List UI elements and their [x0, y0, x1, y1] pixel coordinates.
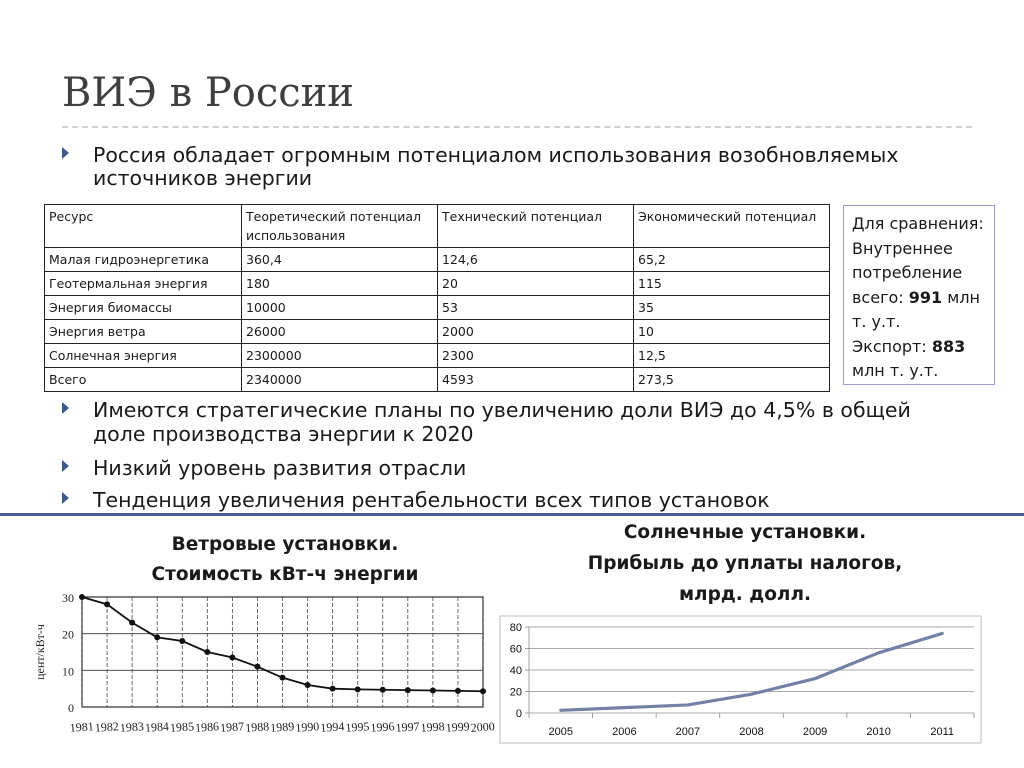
table-cell: 35: [634, 296, 830, 320]
wind-x-tick-label: 1998: [420, 719, 446, 735]
solar-chart-title-line3: млрд. долл.: [678, 584, 812, 605]
wind-x-tick-label: 1983: [119, 719, 145, 735]
wind-x-tick-label: 1984: [144, 719, 170, 735]
table-row: [45, 272, 830, 296]
wind-data-point: [179, 638, 185, 644]
table-cell: Энергия биомассы: [45, 296, 242, 320]
wind-y-tick-label: 30: [62, 591, 74, 605]
bullet-text-line2: доле производства энергии к 2020: [93, 422, 474, 446]
table-cell: 10: [634, 320, 830, 344]
table-cell: 26000: [242, 320, 438, 344]
wind-x-tick-label: 1997: [395, 719, 420, 735]
compare-line: млн т. у.т.: [852, 361, 939, 380]
solar-x-tick-label: 2005: [548, 726, 574, 738]
table-row: [45, 344, 830, 368]
bullet-arrow-icon: [62, 147, 69, 159]
bullet-arrow-icon: [62, 460, 69, 472]
table-cell: 180: [242, 272, 438, 296]
solar-x-tick-label: 2006: [612, 726, 637, 738]
wind-x-tick-label: 1982: [94, 719, 120, 735]
wind-data-point: [355, 686, 361, 692]
bullet-arrow-icon: [62, 402, 69, 414]
wind-data-point: [480, 688, 486, 694]
table-cell: Энергия ветра: [45, 320, 242, 344]
wind-data-point: [305, 682, 311, 688]
solar-chart-title-line1: Солнечные установки.: [623, 522, 867, 543]
header-theoretical: Теоретический потенциал использования: [242, 205, 438, 248]
wind-chart-title: [120, 530, 450, 590]
wind-data-point: [79, 594, 85, 600]
table-cell: 12,5: [634, 344, 830, 368]
wind-data-point: [380, 687, 386, 693]
wind-chart-x-ticks: [69, 719, 495, 735]
solar-chart-title: [560, 517, 930, 610]
solar-series-line: [561, 633, 942, 710]
header-economic: Экономический потенциал: [634, 205, 830, 248]
solar-chart-x-ticks: [549, 726, 954, 738]
solar-chart-title-line2: Прибыль до уплаты налогов,: [587, 553, 903, 574]
wind-y-tick-label: 0: [68, 701, 74, 715]
wind-data-point: [129, 620, 135, 626]
consumption-value: 991: [908, 287, 943, 307]
bullet-text-line1: Россия обладает огромным потенциалом использования возобновляемых: [93, 143, 899, 167]
solar-y-tick-label: 40: [509, 665, 522, 677]
table-cell: Геотермальная энергия: [45, 272, 242, 296]
slide-title: ВИЭ в России: [62, 70, 354, 116]
compare-line: Для сравнения:: [852, 214, 984, 233]
bullet-text-line1: Низкий уровень развития отрасли: [93, 456, 467, 480]
wind-x-tick-label: 1981: [69, 719, 95, 735]
wind-x-tick-label: 1986: [194, 719, 220, 735]
bullet-text-line1: Тенденция увеличения рентабельности всех типов установок: [93, 488, 770, 512]
solar-y-tick-label: 80: [509, 622, 522, 634]
wind-x-tick-label: 2000: [470, 719, 496, 735]
wind-x-tick-label: 1999: [445, 719, 471, 735]
table-cell: 124,6: [438, 248, 634, 272]
table-row: [45, 296, 830, 320]
compare-line: Внутреннее: [852, 238, 953, 258]
table-cell: Малая гидроэнергетика: [45, 248, 242, 272]
solar-chart-grid: [525, 627, 974, 718]
wind-x-tick-label: 1994: [319, 719, 345, 735]
bullet-text-line1: Имеются стратегические планы по увеличению доли ВИЭ до 4,5% в общей: [93, 398, 911, 422]
wind-data-point: [104, 601, 110, 607]
wind-x-tick-label: 1987: [219, 719, 245, 735]
wind-chart-y-ticks: [62, 591, 74, 715]
table-cell: Всего: [45, 368, 242, 392]
wind-chart: [30, 585, 496, 745]
wind-x-tick-label: 1985: [169, 719, 195, 735]
wind-x-tick-label: 1989: [269, 719, 295, 735]
table-cell: 53: [438, 296, 634, 320]
bullet-text-line2: источников энергии: [93, 166, 313, 190]
wind-chart-title-line2: Стоимость кВт-ч энергии: [151, 564, 419, 585]
table-row: [45, 368, 830, 392]
section-divider-band: [0, 513, 1024, 516]
solar-x-tick-label: 2010: [866, 726, 891, 738]
compare-text: млн: [942, 287, 980, 307]
solar-x-tick-label: 2009: [802, 726, 828, 738]
wind-y-tick-label: 10: [62, 664, 74, 679]
compare-line: [852, 286, 986, 311]
compare-line: [852, 335, 986, 360]
solar-chart-series: [561, 633, 942, 710]
compare-text: Экспорт:: [852, 336, 932, 356]
table-cell: 360,4: [242, 248, 438, 272]
solar-x-tick-label: 2011: [930, 726, 955, 738]
solar-x-tick-label: 2008: [739, 726, 764, 738]
table-cell: 2000: [438, 320, 634, 344]
table-cell: 273,5: [634, 368, 830, 392]
solar-chart-y-ticks: [510, 622, 522, 720]
solar-y-tick-label: 20: [509, 686, 522, 699]
table-cell: 115: [634, 272, 830, 296]
wind-x-tick-label: 1996: [370, 719, 395, 735]
title-divider: [62, 126, 972, 128]
wind-chart-title-line1: Ветровые установки.: [171, 534, 399, 555]
header-resource: Ресурс: [45, 205, 242, 248]
solar-y-tick-label: 0: [515, 708, 522, 720]
wind-x-tick-label: 1995: [344, 719, 370, 735]
table-cell: 10000: [242, 296, 438, 320]
solar-y-tick-label: 60: [509, 643, 522, 656]
compare-text: всего:: [852, 287, 909, 307]
table-cell: Солнечная энергия: [45, 344, 242, 368]
wind-data-point: [330, 686, 336, 692]
header-technical: Технический потенциал: [438, 205, 634, 248]
wind-data-point: [455, 688, 461, 694]
wind-chart-y-axis-label: цент/кВт-ч: [33, 624, 47, 680]
solar-chart: [496, 612, 996, 747]
wind-data-point: [405, 687, 411, 693]
table-cell: 2300000: [242, 344, 438, 368]
table-header-row: [45, 205, 830, 248]
wind-x-tick-label: 1990: [294, 719, 320, 735]
table-cell: 65,2: [634, 248, 830, 272]
wind-data-point: [430, 688, 436, 694]
wind-data-point: [229, 655, 235, 661]
table-cell: 2340000: [242, 368, 438, 392]
table-row: [45, 320, 830, 344]
wind-data-point: [280, 675, 286, 681]
solar-chart-frame: [500, 616, 981, 743]
bullet-arrow-icon: [62, 492, 69, 504]
table-cell: 2300: [438, 344, 634, 368]
comparison-box: [843, 205, 995, 385]
wind-x-tick-label: 1988: [244, 719, 270, 735]
wind-y-tick-label: 20: [62, 627, 74, 642]
compare-line: т. у.т.: [852, 312, 901, 331]
table-row: [45, 248, 830, 272]
solar-x-tick-label: 2007: [675, 726, 701, 738]
table-cell: 20: [438, 272, 634, 296]
wind-data-point: [254, 664, 260, 670]
table-cell: 4593: [438, 368, 634, 392]
wind-data-point: [154, 634, 160, 640]
resource-table: [44, 204, 830, 392]
export-value: 883: [931, 336, 966, 356]
compare-line: потребление: [852, 263, 963, 282]
wind-data-point: [204, 649, 210, 655]
